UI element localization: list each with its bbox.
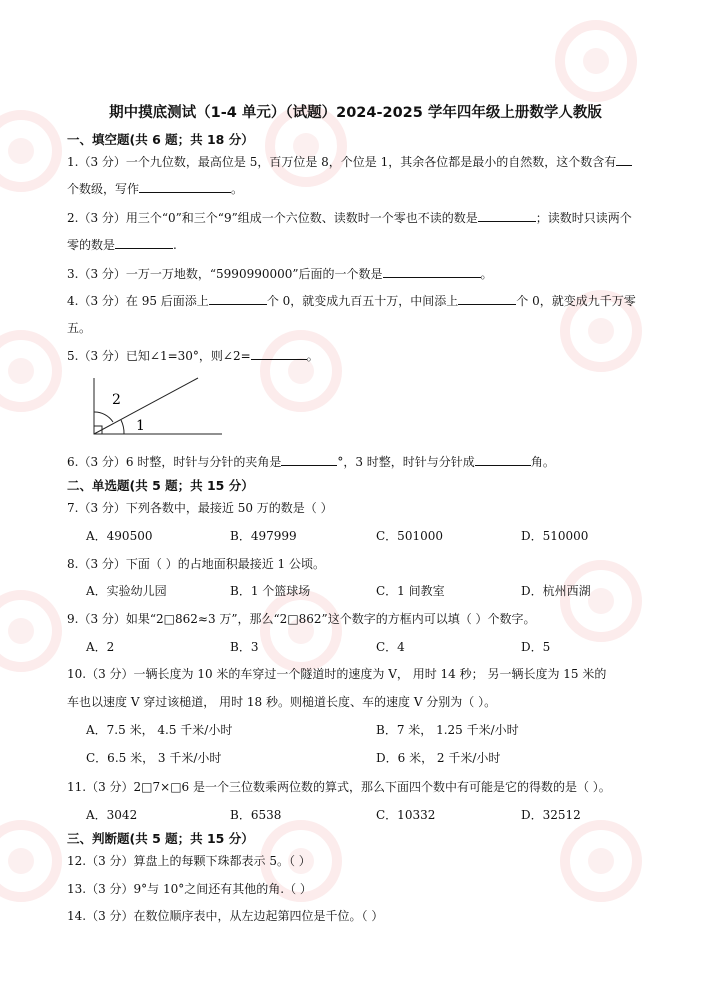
question-3: 3.（3 分）一万一万地数，“5990990000”后面的一个数是 。 — [67, 267, 493, 281]
answer-blank[interactable] — [616, 154, 632, 166]
answer-blank[interactable] — [209, 293, 267, 305]
q9-option-c[interactable]: C．4 — [376, 640, 405, 654]
question-4-line-1: 4.（3 分）在 95 后面添上 个 0，就变成九百五十万，中间添上 个 0，就变成九千万零 — [67, 294, 636, 308]
q9-option-a[interactable]: A．2 — [86, 640, 115, 654]
answer-blank[interactable] — [281, 454, 337, 466]
question-7: 7.（3 分）下列各数中，最接近 50 万的数是（ ） — [67, 501, 333, 515]
watermark-logo — [560, 820, 642, 902]
section-header-choice: 二、单选题(共 5 题；共 15 分） — [67, 478, 254, 493]
watermark-logo — [555, 20, 637, 102]
question-13: 13.（3 分）9°与 10°之间还有其他的角.（ ） — [67, 882, 312, 896]
q11-option-d[interactable]: D．32512 — [521, 808, 581, 822]
q7-option-d[interactable]: D．510000 — [521, 529, 589, 543]
watermark-logo — [560, 560, 642, 642]
q9-option-d[interactable]: D．5 — [521, 640, 551, 654]
q9-option-b[interactable]: B．3 — [230, 640, 259, 654]
watermark-logo — [260, 330, 342, 412]
question-5: 5.（3 分）已知∠1=30°，则∠2= 。 — [67, 349, 319, 363]
question-10-line-1: 10.（3 分）一辆长度为 10 米的车穿过一个隧道时的速度为 V， 用时 14 秒； 另一辆长度为 15 米的 — [67, 667, 607, 681]
page-title: 期中摸底测试（1-4 单元）（试题）2024-2025 学年四年级上册数学人教版 — [109, 105, 602, 121]
q7-option-c[interactable]: C．501000 — [376, 529, 443, 543]
question-1-line-2: 个数级，写作 。 — [67, 182, 244, 196]
answer-blank[interactable] — [458, 293, 516, 305]
q11-option-a[interactable]: A．3042 — [86, 808, 138, 822]
watermark-logo — [0, 590, 62, 672]
question-2-line-2: 零的数是 . — [67, 238, 177, 252]
q11-option-c[interactable]: C．10332 — [376, 808, 436, 822]
answer-blank[interactable] — [383, 266, 481, 278]
answer-blank[interactable] — [139, 181, 231, 193]
answer-blank[interactable] — [478, 210, 536, 222]
angle-2-arc — [94, 412, 113, 422]
section-header-judge: 三、判断题(共 5 题；共 15 分） — [67, 831, 254, 846]
watermark-logo — [260, 590, 342, 672]
q10-option-c[interactable]: C．6.5 米， 3 千米/小时 — [86, 751, 222, 765]
question-1-line-1: 1.（3 分）一个九位数，最高位是 5，百万位是 8，个位是 1，其余各位都是最小的自然数，这个数含有 — [67, 153, 632, 170]
q10-option-a[interactable]: A．7.5 米， 4.5 千米/小时 — [86, 723, 233, 737]
answer-blank[interactable] — [115, 237, 173, 249]
q8-option-b[interactable]: B．1 个篮球场 — [230, 584, 311, 598]
q8-option-d[interactable]: D．杭州西湖 — [521, 584, 591, 598]
q11-option-b[interactable]: B．6538 — [230, 808, 282, 822]
watermark-logo — [0, 820, 62, 902]
q8-option-a[interactable]: A．实验幼儿园 — [86, 584, 167, 598]
question-10-line-2: 车也以速度 V 穿过该槌道， 用时 18 秒。则槌道长度、车的速度 V 分别为（ ）。 — [67, 695, 497, 709]
question-8: 8.（3 分）下面（ ）的占地面积最接近 1 公顷。 — [67, 557, 325, 571]
answer-blank[interactable] — [251, 348, 307, 360]
angle-1-label: 1 — [136, 418, 145, 434]
question-9: 9.（3 分）如果“2□862≈3 万”，那么“2□862”这个数字的方框内可以填（ ）个数字。 — [67, 612, 536, 626]
angle-2-label: 2 — [112, 392, 121, 408]
section-header-fill: 一、填空题(共 6 题；共 18 分） — [67, 132, 254, 147]
angle-1-arc — [121, 420, 124, 434]
watermark-logo — [0, 110, 62, 192]
question-12: 12.（3 分）算盘上的每颗下珠都表示 5。（ ） — [67, 854, 311, 868]
watermark-logo — [0, 330, 62, 412]
angle-slanted-ray — [94, 378, 198, 434]
question-4-line-2: 五。 — [67, 321, 92, 335]
answer-blank[interactable] — [475, 454, 531, 466]
q7-option-b[interactable]: B．497999 — [230, 529, 297, 543]
q10-option-b[interactable]: B．7 米， 1.25 千米/小时 — [376, 723, 519, 737]
question-2-line-1: 2.（3 分）用三个“0”和三个“9”组成一个六位数、读数时一个零也不读的数是 ；读数时只读两个 — [67, 211, 632, 225]
question-6: 6.（3 分）6 时整，时针与分针的夹角是 °，3 时整，时针与分针成 角。 — [67, 455, 555, 469]
q7-option-a[interactable]: A．490500 — [86, 529, 153, 543]
angle-figure — [88, 374, 228, 438]
q10-option-d[interactable]: D．6 米， 2 千米/小时 — [376, 751, 501, 765]
q8-option-c[interactable]: C．1 间教室 — [376, 584, 445, 598]
question-14: 14.（3 分）在数位顺序表中，从左边起第四位是千位。（ ） — [67, 909, 384, 923]
question-11: 11.（3 分）2□7×□6 是一个三位数乘两位数的算式，那么下面四个数中有可能是它的得数的是（ ）。 — [67, 780, 611, 794]
